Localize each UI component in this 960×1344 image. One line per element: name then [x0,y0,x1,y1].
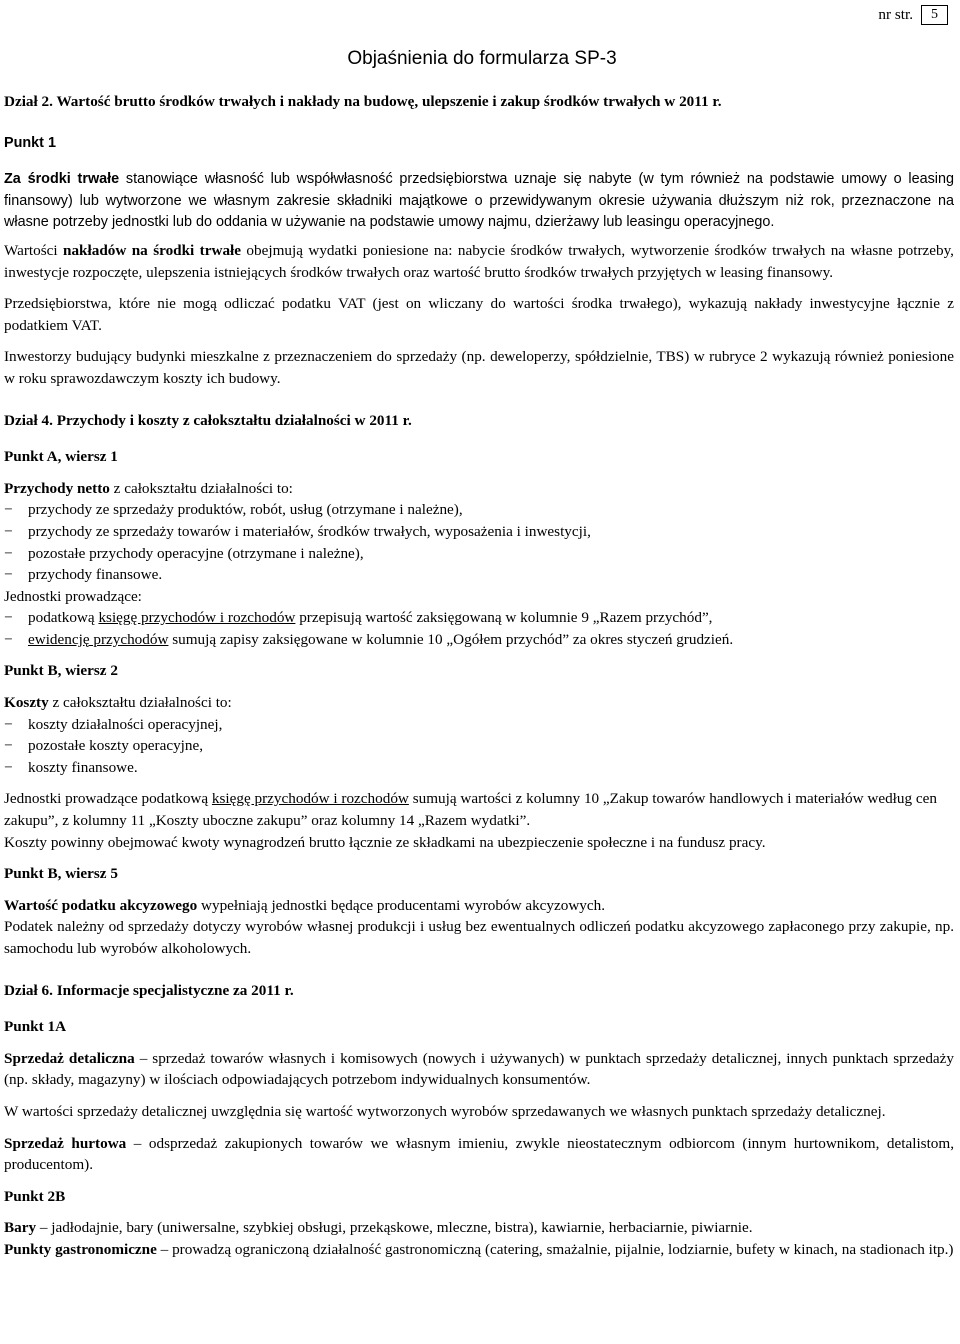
paragraph-vat: Przedsiębiorstwa, które nie mogą odliczać podatku VAT (jest on wliczany do wartości środka trwałego), wykazują nakłady inwestycyjne łącznie z podatkiem VAT. [4,295,954,334]
paragraph-text: Wartości [4,241,64,259]
punkt-2b-heading: Punkt 2B [4,1187,66,1205]
document-title: Objaśnienia do formularza SP-3 [347,48,617,69]
paragraph-sprzedaz-hurtowa [4,1133,954,1176]
section-heading-dzial-2: Dział 2. Wartość brutto środków trwałych i nakłady na budowę, ulepszenie i zakup środków trwałych w 2011 r. [4,93,722,110]
punkt-a-heading: Punkt A, wiersz 1 [4,448,118,466]
paragraph-punkty-gastronomiczne [4,1239,954,1261]
underlined-term: ewidencję przychodów [28,630,169,648]
paragraph-inwestorzy: Inwestorzy budujący budynki mieszkalne z przeznaczeniem do sprzedaży (np. deweloperzy, spółdzielnie, TBS) w rubryce 2 wykazują również poniesione w roku sprawozdawczym koszty ich budowy. [4,348,954,387]
underlined-term: księgę przychodów i rozchodów [98,609,296,627]
list-item: − przychody ze sprzedaży produktów, robót, usług (otrzymane i należne), [4,499,954,521]
paragraph-srodki-trwale [4,169,954,234]
paragraph-naklady [4,240,954,283]
list-item [4,607,954,629]
paragraph-detaliczna-2: W wartości sprzedaży detalicznej uwzględnia się wartość wytworzonych wyrobów sprzedawanych we własnych punktach sprzedaży detalicznej. [4,1102,886,1120]
paragraph-przychody [4,478,954,500]
term-bary: Bary [4,1219,37,1237]
page-number-label: nr str. [878,6,913,23]
list-item-text: podatkową [28,609,99,627]
document-body [4,91,954,1261]
list-item: − koszty finansowe. [4,757,954,779]
koszty-list [4,714,954,779]
term-sprzedaz-hurtowa: Sprzedaż hurtowa [4,1134,127,1152]
paragraph-bary [4,1217,954,1239]
term-naklady: nakładów na środki trwałe [63,241,242,259]
paragraph-text: – odsprzedaż zakupionych towarów we własnym imieniu, zwykle nieostatecznym odbiorcom (innym hurtownikom, detalistom, producentom). [4,1134,954,1174]
term-srodki-trwale: Za środki trwałe [4,171,120,188]
paragraph-text: stanowiące własność lub współwłasność przedsiębiorstwa uznaje się nabyte (w tym również na podstawie umowy o leasing finansowy) lub wytworzone we własnym zakresie składniki majątkowe o przewidywanym okresie używania dłuższym niż rok, przeznaczone na własne potrzeby jednostki lub do oddania w używanie na podstawie umowy najmu, dzierżawy lub leasingu operacyjnego. [4,171,954,231]
paragraph-koszty [4,692,954,714]
jednostki-list [4,607,954,650]
paragraph-sprzedaz-detaliczna [4,1048,954,1091]
jednostki-label: Jednostki prowadzące: [4,587,142,605]
paragraph-kpir-koszty [4,788,954,831]
paragraph-text: – prowadzą ograniczoną działalność gastronomiczną (catering, smażalnie, pijalnie, lodziarnie, bufety w kinach, na stadionach itp.) [156,1240,954,1258]
paragraph-text: – sprzedaż towarów własnych i komisowych (nowych i używanych) w punktach sprzedaży detalicznej, innych punktach sprzedaży (np. składy, magazyny) w ilościach odpowiadających potrzebom indywidualnych konsumentów. [4,1049,954,1089]
page-number-block [878,4,948,26]
punkt-b2-heading: Punkt B, wiersz 2 [4,662,118,680]
punkt-1-heading: Punkt 1 [4,134,56,151]
paragraph-text: – jadłodajnie, bary (uniwersalne, szybkiej obsługi, przekąskowe, mleczne, bistra), kawiarnie, herbaciarnie, piwiarnie. [36,1219,753,1237]
paragraph-koszty-note: Koszty powinny obejmować kwoty wynagrodzeń brutto łącznie ze składkami na ubezpieczenie społeczne i na fundusz pracy. [4,833,766,851]
term-przychody-netto: Przychody netto [4,479,110,497]
underlined-term: księgę przychodów i rozchodów [211,790,409,808]
list-item: − koszty działalności operacyjnej, [4,714,954,736]
punkt-b5-heading: Punkt B, wiersz 5 [4,865,118,883]
list-item: − pozostałe koszty operacyjne, [4,735,954,757]
term-koszty: Koszty [4,694,49,712]
list-item: − przychody finansowe. [4,564,954,586]
section-heading-dzial-4: Dział 4. Przychody i koszty z całokształtu działalności w 2011 r. [4,411,412,429]
list-item: − pozostałe przychody operacyjne (otrzymane i należne), [4,543,954,565]
term-punkty-gastronomiczne: Punkty gastronomiczne [4,1240,157,1258]
punkt-1a-heading: Punkt 1A [4,1018,67,1036]
paragraph-akcyza-2: Podatek należny od sprzedaży dotyczy wyrobów własnej produkcji i usług bez ewentualnych odliczeń podatku akcyzowego zapłaconego przy zakupie, np. samochodu lub wyrobów alkoholowych. [4,918,954,957]
paragraph-text: obejmują wydatki poniesione na: nabycie środków trwałych, wytworzenie środków trwałych na własne potrzeby, inwestycje rozpoczęte, ulepszenia istniejących środków trwałych oraz wartość brutto środków trwałych przyjętych w leasing finansowy. [4,241,954,281]
term-podatek-akcyzowy: Wartość podatku akcyzowego [4,896,198,914]
page-number-box: 5 [921,5,948,25]
paragraph-text: z całokształtu działalności to: [109,479,293,497]
list-item: − przychody ze sprzedaży towarów i materiałów, środków trwałych, wyposażenia i inwestycji, [4,521,954,543]
list-item-text: przepisują wartość zaksięgowaną w kolumnie 9 „Razem przychód”, [295,609,713,627]
list-item-text: sumują zapisy zaksięgowane w kolumnie 10 „Ogółem przychód” za okres styczeń grudzień. [168,630,734,648]
term-sprzedaz-detaliczna: Sprzedaż detaliczna [4,1049,135,1067]
paragraph-text: sumują wartości z kolumny 10 „Zakup towarów handlowych i materiałów według cen zakupu”, z kolumny 11 „Koszty uboczne zakupu” oraz kolumny 14 „Razem wydatki”. [4,790,937,830]
przychody-list [4,499,954,585]
paragraph-text: wypełniają jednostki będące producentami wyrobów akcyzowych. [197,896,606,914]
list-item [4,629,954,651]
paragraph-akcyza [4,895,954,917]
paragraph-text: Jednostki prowadzące podatkową [4,790,212,808]
section-heading-dzial-6: Dział 6. Informacje specjalistyczne za 2011 r. [4,981,294,999]
paragraph-text: z całokształtu działalności to: [48,694,232,712]
